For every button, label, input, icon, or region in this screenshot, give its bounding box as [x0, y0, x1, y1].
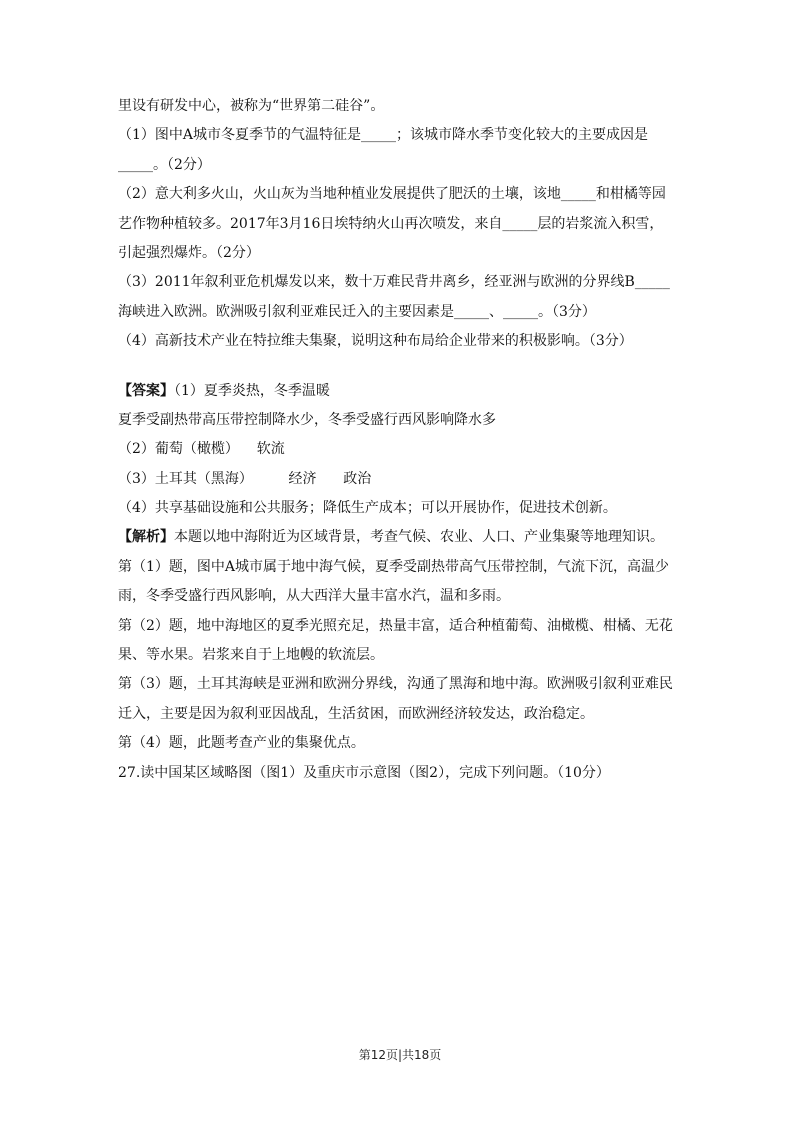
question-line: （3）2011年叙利亚危机爆发以来，数十万难民背井离乡，经亚洲与欧洲的分界线B_____: [118, 274, 670, 291]
answer-line: （1）夏季炎热，冬季温暖: [174, 382, 330, 399]
analysis-line: 本题以地中海附近为区域背景，考查气候、农业、人口、产业集聚等地理知识。: [174, 529, 664, 546]
document-body: [118, 96, 688, 792]
analysis-line: 果、等水果。岩浆来自于上地幔的软流层。: [118, 647, 384, 664]
answer-heading-line: [118, 381, 688, 401]
next-question-line: 27.读中国某区域略图（图1）及重庆市示意图（图2），完成下列问题。（10分）: [118, 764, 610, 781]
analysis-line: 雨，冬季受盛行西风影响，从大西洋大量丰富水汽，温和多雨。: [118, 588, 510, 605]
question-line: （1）图中A城市冬夏季节的气温特征是_____；该城市降水季节变化较大的主要成因是: [118, 127, 649, 144]
analysis-line: 第（4）题，此题考查产业的集聚优点。: [118, 735, 365, 752]
answer-line: （3）土耳其（黑海） 经济 政治: [118, 470, 372, 487]
analysis-line: 第（3）题，土耳其海峡是亚洲和欧洲分界线，沟通了黑海和地中海。欧洲吸引叙利亚难民: [118, 676, 673, 693]
question-line: 海峡进入欧洲。欧洲吸引叙利亚难民迁入的主要因素是_____、_____。（3分）: [118, 303, 596, 320]
analysis-tag: 【解析】: [118, 529, 174, 546]
analysis-line: 第（2）题，地中海地区的夏季光照充足，热量丰富，适合种植葡萄、油橄榄、柑橘、无花: [118, 617, 673, 634]
question-line: 艺作物种植较多。2017年3月16日埃特纳火山再次喷发，来自_____层的岩浆流入积雪，: [118, 215, 664, 232]
section-gap: [118, 361, 688, 381]
analysis-line: 第（1）题，图中A城市属于地中海气候，夏季受副热带高气压带控制，气流下沉，高温少: [118, 558, 670, 575]
text-line: 里设有研发中心，被称为“世界第二硅谷”。: [118, 98, 385, 114]
answer-line: （2）葡萄（橄榄） 软流: [118, 441, 285, 458]
question-line: 引起强烈爆炸。（2分）: [118, 244, 260, 261]
answer-line: 夏季受副热带高压带控制降水少，冬季受盛行西风影响降水多: [118, 411, 496, 428]
answer-tag: 【答案】: [118, 382, 174, 399]
question-line: （4）高新技术产业在特拉维夫集聚，说明这种布局给企业带来的积极影响。（3分）: [118, 333, 633, 350]
answer-line: （4）共享基础设施和公共服务；降低生产成本；可以开展协作，促进技术创新。: [118, 500, 617, 517]
analysis-line: 迁入，主要是因为叙利亚因战乱，生活贫困，而欧洲经济较发达，政治稳定。: [118, 705, 594, 722]
question-line: （2）意大利多火山，火山灰为当地种植业发展提供了肥沃的土壤，该地_____和柑橘等园: [118, 186, 666, 203]
analysis-heading-line: [118, 527, 688, 547]
question-line: _____。（2分）: [118, 156, 211, 173]
page-number-footer: 第12页|共18页: [358, 1048, 442, 1062]
